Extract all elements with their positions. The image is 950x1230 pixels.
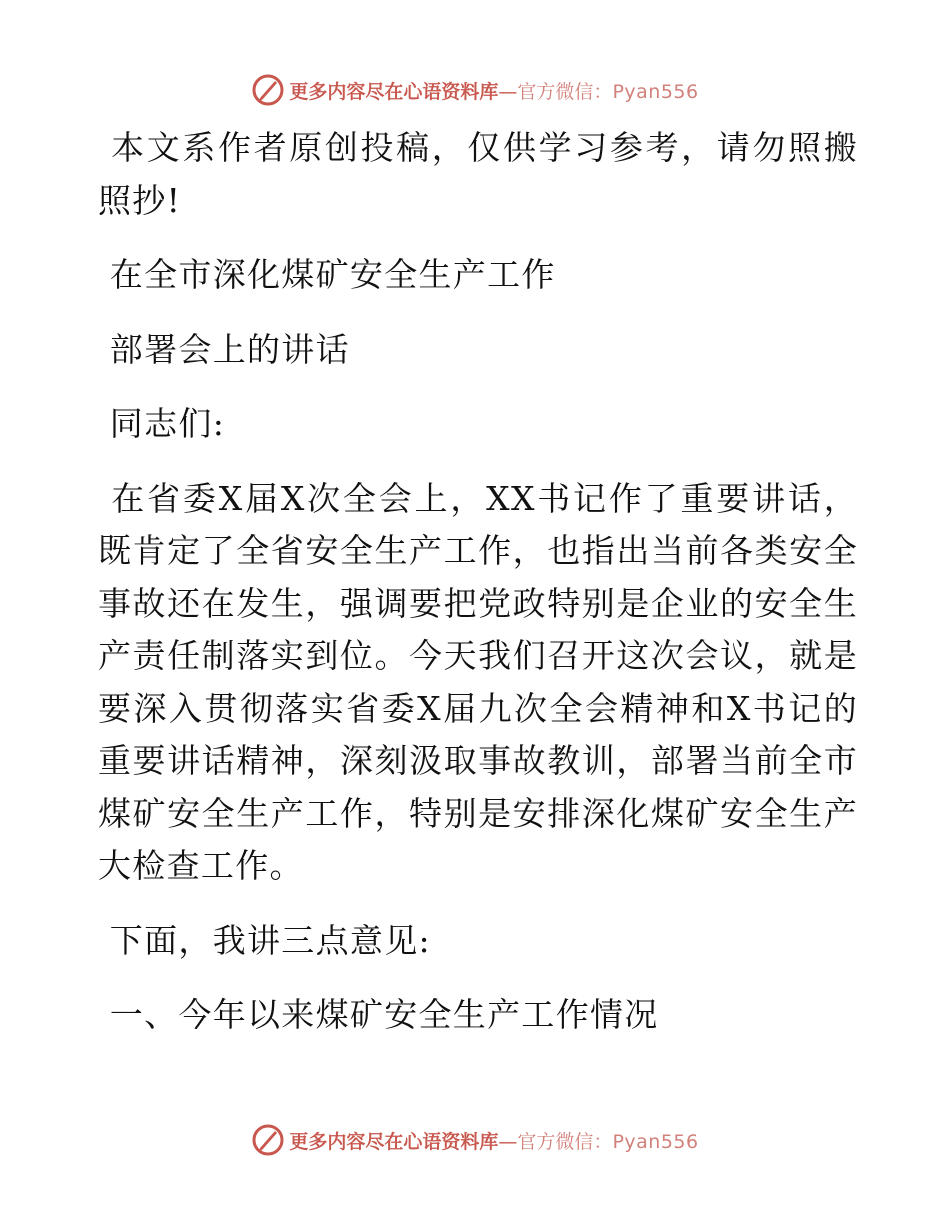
- watermark-label: 官方微信：: [517, 1130, 613, 1153]
- body-paragraph: 在省委X届X次全会上，XX书记作了重要讲话，既肯定了全省安全生产工作，也指出当前各类安全事故还在发生，强调要把党政特别是企业的安全生产责任制落实到位。今天我们召开这次会议，就是要深入贯彻落实省委X届九次全会精神和X书记的重要讲话精神，深刻汲取事故教训，部署当前全市煤矿安全生产工作，特别是安排深化煤矿安全生产大检查工作。: [98, 478, 858, 885]
- watermark-wechat-id: Pyan556: [612, 80, 699, 103]
- watermark-separator: —: [498, 1130, 518, 1153]
- section-heading-one: 一、今年以来煤矿安全生产工作情况: [98, 995, 659, 1034]
- watermark-main-text: 更多内容尽在心语资料库: [289, 1130, 499, 1153]
- watermark-main-text: 更多内容尽在心语资料库: [289, 80, 499, 103]
- watermark-label: 官方微信：: [517, 80, 613, 103]
- watermark-footer: [0, 1120, 950, 1160]
- speech-title-line-2: 部署会上的讲话: [98, 329, 350, 369]
- speech-title-line-1: 在全市深化煤矿安全生产工作: [98, 255, 556, 294]
- intro-notice: 本文系作者原创投稿，仅供学习参考，请勿照搬照抄!: [98, 128, 858, 220]
- watermark-wechat-id: Pyan556: [612, 1130, 699, 1153]
- quill-pen-seal-icon: [251, 1123, 285, 1157]
- watermark-header: [0, 70, 950, 110]
- watermark-separator: —: [498, 80, 518, 103]
- greeting: 同志们:: [98, 404, 226, 443]
- quill-pen-seal-icon: [251, 73, 285, 107]
- document-body: [98, 122, 858, 1042]
- transition-paragraph: 下面，我讲三点意见:: [98, 920, 431, 960]
